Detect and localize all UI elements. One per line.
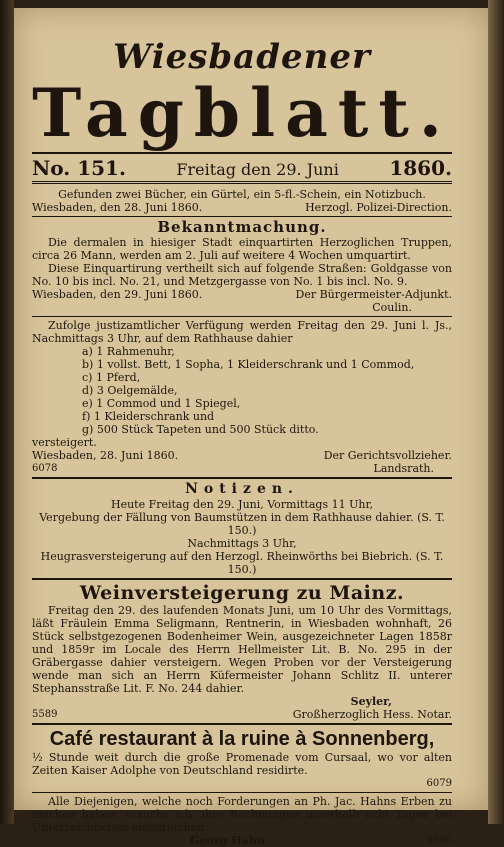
bekanntmachung-para1: Die dermalen in hiesiger Stadt einquartirten Herzoglichen Truppen, circa 26 Mann, werden am 2. Juli auf weitere 4 Wochen umquartirt. [32, 236, 452, 262]
found-notice-text: Gefunden zwei Bücher, ein Gürtel, ein 5-fl.-Schein, ein Notizbuch. [58, 188, 426, 201]
bekanntmachung-heading: Bekanntmachung. [157, 218, 327, 236]
issue-number: No. 151. [32, 156, 126, 180]
auction-item: a) 1 Rahmenuhr, [82, 345, 175, 358]
masthead-title-big: Tagblatt. [32, 74, 452, 152]
wein-notice [32, 582, 452, 721]
hahn-text: Alle Diejenigen, welche noch Forderungen an Ph. Jac. Hahns Erben zu machen haben, ersuche ich, ihre Rechnungen innerhalb acht Tagen bei Unterzeichnetem einzureichen. [32, 795, 452, 834]
found-notice [32, 188, 452, 214]
auction-item: f) 1 Kleiderschrank und [82, 410, 215, 423]
page-right-edge [488, 0, 504, 824]
auction-item: e) 1 Commod und 1 Spiegel, [82, 397, 241, 410]
divider [32, 578, 452, 580]
cafe-text: ½ Stunde weit durch die große Promenade vom Cursaal, wo vor alten Zeiten Kaiser Adolphe von Deutschland residirte. [32, 751, 452, 777]
divider [32, 477, 452, 479]
divider [32, 316, 452, 317]
found-notice-signature: Herzogl. Polizei-Direction. [305, 201, 452, 214]
dateline [32, 152, 452, 184]
auction-name: Landsrath. [373, 462, 434, 475]
cafe-number: 6079 [426, 778, 452, 789]
bekanntmachung-name: Coulin. [372, 301, 412, 314]
cafe-notice [32, 727, 452, 790]
cafe-heading: Café restaurant à la ruine à Sonnenberg, [49, 728, 435, 750]
auction-item: c) 1 Pferd, [82, 371, 141, 384]
notizen-heading: Notizen. [185, 481, 299, 497]
divider [32, 216, 452, 217]
divider [32, 792, 452, 793]
auction-place-date: Wiesbaden, 28. Juni 1860. [32, 449, 179, 462]
bekanntmachung-signature: Der Bürgermeister-Adjunkt. [295, 288, 452, 301]
auction-item: g) 500 Stück Tapeten und 500 Stück ditto. [82, 423, 319, 436]
auction-signature: Der Gerichtsvollzieher. [323, 449, 452, 462]
issue-year: 1860. [389, 156, 452, 180]
page-content [32, 8, 452, 847]
bekanntmachung-place-date: Wiesbaden, den 29. Juni 1860. [32, 288, 203, 301]
auction-closing: versteigert. [32, 436, 97, 449]
wein-number: 5589 [32, 709, 58, 720]
notizen-line2: Vergebung der Fällung von Baumstützen in dem Rathhause dahier. (S. T. 150.) [39, 511, 445, 537]
wein-title: Großherzoglich Hess. Notar. [292, 708, 452, 721]
page-binding-edge [0, 0, 14, 824]
bekanntmachung-notice [32, 219, 452, 314]
notizen-line4: Heugrasversteigerung auf den Herzogl. Rheinwörths bei Biebrich. (S. T. 150.) [40, 550, 444, 576]
issue-date: Freitag den 29. Juni [176, 160, 339, 179]
auction-notice [32, 319, 452, 475]
wein-heading: Weinversteigerung zu Mainz. [79, 582, 405, 604]
notizen-section [32, 481, 452, 576]
divider [32, 723, 452, 725]
auction-intro: Zufolge justizamtlicher Verfügung werden Freitag den 29. Juni l. Js., Nachmittags 3 Uhr, auf dem Rathhause dahier [32, 319, 452, 345]
notizen-line3: Nachmittags 3 Uhr, [187, 537, 297, 550]
wein-name: Seyler, [350, 695, 392, 708]
auction-number: 6078 [32, 463, 58, 474]
masthead-title-small: Wiesbadener [113, 37, 371, 77]
hahn-notice [32, 795, 452, 847]
wein-text: Freitag den 29. des laufenden Monats Juni, um 10 Uhr des Vormittags, läßt Fräulein Emma Seligmann, Rentnerin, in Wiesbaden wohnhaft, 26 Stück selbstgezogenen Bodenheimer Wein, ausgezeichneter Lagen 1858r und 1859r im Locale des Herrn Hellmeister Lit. B. No. 295 in der Gräbergasse dahier versteigern. Wegen Proben vor der Versteigerung wende man sich an Herrn Küfermeister Johann Schlitz II. unterer Stephansstraße Lit. F. No. 244 dahier. [32, 604, 452, 695]
hahn-name: Georg Hahn. [190, 834, 269, 847]
auction-item: b) 1 vollst. Bett, 1 Sopha, 1 Kleiderschrank und 1 Commod, [82, 358, 415, 371]
auction-item: d) 3 Oelgemälde, [82, 384, 178, 397]
found-notice-place-date: Wiesbaden, den 28. Juni 1860. [32, 201, 203, 214]
newspaper-page [14, 8, 488, 847]
bekanntmachung-para2: Diese Einquartirung vertheilt sich auf folgende Straßen: Goldgasse von No. 10 bis incl. No. 21, und Metzgergasse von No. 1 bis incl. No. 9. [32, 262, 452, 288]
hahn-number: 6080 [426, 835, 452, 846]
notizen-line1: Heute Freitag den 29. Juni, Vormittags 11 Uhr, [110, 498, 373, 511]
